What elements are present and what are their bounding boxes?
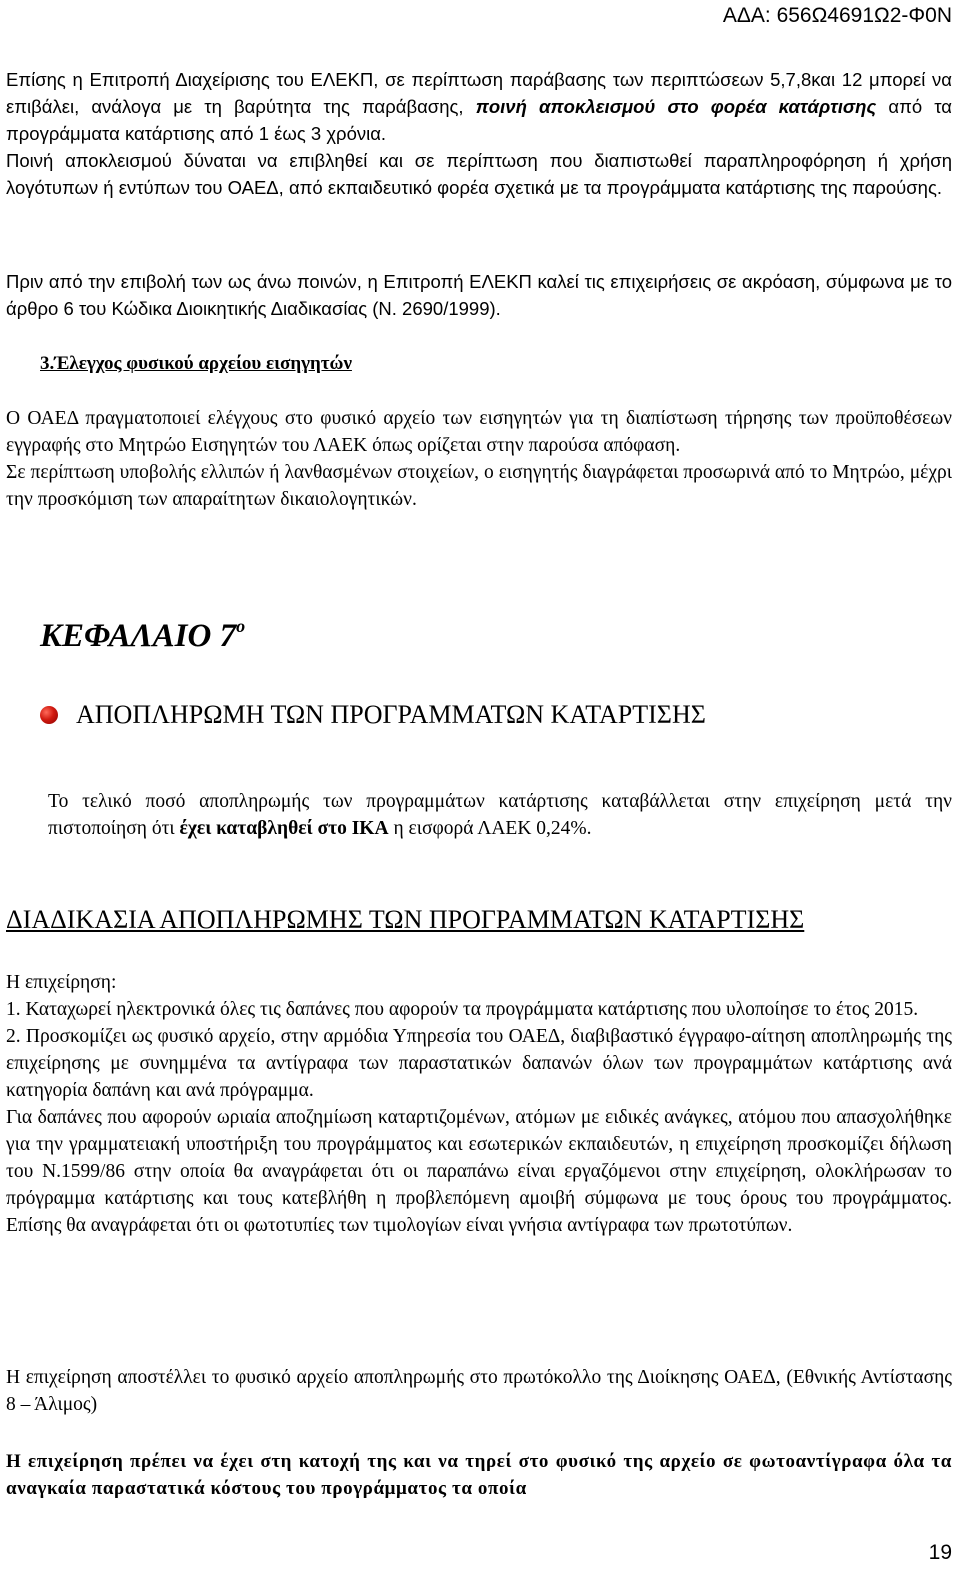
text-segment: Επίσης η Επιτροπή Διαχείρισης του ΕΛΕΚΠ, σε περίπτωση παράβασης των περιπτώσεων 5,7,8και 12 μπορεί να επιβάλει, ανάλογα με τη βαρύτητα της παράβασης, xyxy=(6,69,952,117)
ada-code: ΑΔΑ: 656Ω4691Ω2-Φ0Ν xyxy=(722,4,952,27)
bold-text: έχει καταβληθεί στο ΙΚΑ xyxy=(179,818,389,839)
hourly-paragraph: Για δαπάνες που αφορούν ωριαία αποζημίωση καταρτιζομένων, ατόμων με ειδικές ανάγκες, ατόμου που απασχολήθηκε για την γραμματειακή υποστήριξη του προγράμματος και εσωτερικών εκπαιδευτών, η επιχείρηση προσκομίζει δήλωση του Ν.1599/86 στην οποία θα αναγράφεται ότι οι παραπάνω είναι εργαζόμενοι στην επιχείρηση, ολοκλήρωσαν το πρόγραμμα κατάρτισης και τους κατεβλήθη η προβλεπόμενη αμοιβή σύμφωνα με τους όρους του προγράμματος. Επίσης θα αναγράφεται ότι οι φωτοτυπίες των τιμολογίων είναι γνήσια αντίγραφα των πρωτοτύπων. xyxy=(6,1107,952,1236)
chapter-label xyxy=(40,618,245,655)
must-keep-paragraph: Η επιχείρηση πρέπει να έχει στη κατοχή της και να τηρεί στο φυσικό της αρχείο σε φωτοαντίγραφα όλα τα αναγκαία παραστατικά κόστους του προγράμματος τα οποία xyxy=(6,1451,952,1499)
list-item: 1. Καταχωρεί ηλεκτρονικά όλες τις δαπάνες που αφορούν τα προγράμματα κατάρτισης που υλοποίησε το έτος 2015. xyxy=(6,999,919,1020)
chapter-sup: ο xyxy=(236,616,246,636)
section-heading: 3.Έλεγχος φυσικού αρχείου εισηγητών xyxy=(40,353,352,374)
text-segment: Ποινή αποκλεισμού δύναται να επιβληθεί και σε περίπτωση που διαπιστωθεί παραπληροφόρηση ή χρήση λογότυπων ή εντύπων του ΟΑΕΔ, από εκπαιδευτικό φορέα σχετικά με τα προγράμματα κατάρτισης της παρούσης. xyxy=(6,150,952,198)
list-intro: Η επιχείρηση: xyxy=(6,972,117,993)
text-segment: από τα προγράμματα κατάρτισης από 1 έως 3 χρόνια. xyxy=(6,96,952,144)
text-segment: Ο ΟΑΕΔ πραγματοποιεί ελέγχους στο φυσικό αρχείο των εισηγητών για τη διαπίστωση τήρησης των προϋποθέσεων εγγραφής στο Μητρώο Εισηγητών του ΛΑΕΚ όπως ορίζεται στην παρούσα απόφαση. xyxy=(6,408,952,456)
procedure-title: ΔΙΑΔΙΚΑΣΙΑ ΑΠΟΠΛΗΡΩΜΗΣ ΤΩΝ ΠΡΟΓΡΑΜΜΑΤΩΝ ΚΑΤΑΡΤΙΣΗΣ xyxy=(6,905,805,934)
sends-paragraph: Η επιχείρηση αποστέλλει το φυσικό αρχείο αποπληρωμής στο πρωτόκολλο της Διοίκησης ΟΑΕΔ, (Εθνικής Αντίστασης 8 – Άλιμος) xyxy=(6,1367,952,1415)
red-bullet-icon xyxy=(40,706,58,724)
final-amount-paragraph xyxy=(48,788,952,842)
chapter-title: ΑΠΟΠΛΗΡΩΜΗ ΤΩΝ ΠΡΟΓΡΑΜΜΑΤΩΝ ΚΑΤΑΡΤΙΣΗΣ xyxy=(76,700,706,729)
text-segment: Σε περίπτωση υποβολής ελλιπών ή λανθασμένων στοιχείων, ο εισηγητής διαγράφεται προσωρινά από το Μητρώο, μέχρι την προσκόμιση των απαραίτητων δικαιολογητικών. xyxy=(6,462,952,510)
list-item: 2. Προσκομίζει ως φυσικό αρχείο, στην αρμόδια Υπηρεσία του ΟΑΕΔ, διαβιβαστικό έγγραφο-αίτηση αποπληρωμής της επιχείρησης με συνημμένα τα αντίγραφα των παραστατικών δαπανών όλων των προγραμμάτων κατάρτισης ανά κατηγορία δαπάνη και ανά πρόγραμμα. xyxy=(6,1026,952,1101)
audit-paragraph xyxy=(6,405,952,513)
hearing-paragraph: Πριν από την επιβολή των ως άνω ποινών, η Επιτροπή ΕΛΕΚΠ καλεί τις επιχειρήσεις σε ακρόαση, σύμφωνα με το άρθρο 6 του Κώδικα Διοικητικής Διαδικασίας (Ν. 2690/1999). xyxy=(6,271,952,319)
text-segment: η εισφορά ΛΑΕΚ 0,24%. xyxy=(388,818,592,839)
chapter-text: ΚΕΦΑΛΑΙΟ 7 xyxy=(40,618,237,654)
text-segment: Το τελικό ποσό αποπληρωμής των προγραμμάτων κατάρτισης καταβάλλεται στην επιχείρηση μετά την πιστοποίηση ότι xyxy=(48,791,952,839)
page-number: 19 xyxy=(928,1541,952,1564)
bold-text: ποινή αποκλεισμού στο φορέα κατάρτισης xyxy=(475,96,877,117)
procedure-list xyxy=(6,969,952,1239)
chapter-title-row xyxy=(40,700,706,730)
penalty-paragraph xyxy=(6,66,952,201)
